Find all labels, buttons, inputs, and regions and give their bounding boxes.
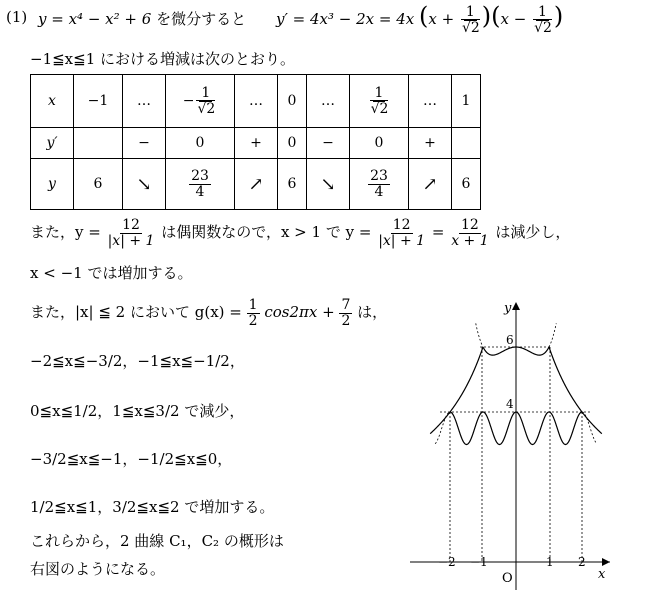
derivative-line (38, 8, 246, 29)
para1-prefix: また，y = (30, 223, 101, 242)
y-axis-label: y (504, 301, 512, 316)
para1-mid: は偶関数なので，x > 1 で y = (161, 223, 372, 242)
table-row-x (31, 75, 481, 128)
table-cell: − (123, 128, 166, 159)
row-label: y′ (31, 128, 74, 159)
table-cell: 0 (350, 128, 409, 159)
conclusion-line: これらから，2 曲線 C₁，C₂ の概形は (30, 532, 284, 550)
function-expression: y = x⁴ − x² + 6 (38, 10, 152, 28)
table-cell: 0 (278, 75, 307, 128)
table-cell-arrow: ↘ (307, 159, 350, 210)
table-row-y (31, 159, 481, 210)
interval-line: 0≦x≦1/2，1≦x≦3/2 で減少， (30, 402, 245, 420)
table-cell: 0 (166, 128, 235, 159)
para2-prefix: また，|x| ≦ 2 において g(x) = (30, 303, 242, 322)
table-cell: + (409, 128, 452, 159)
table-cell (452, 128, 481, 159)
even-function-paragraph (30, 218, 570, 248)
table-cell: + (235, 128, 278, 159)
problem-number: (1) (6, 8, 28, 26)
factor-right-fraction: $\frac{1}{√2}$ (534, 3, 552, 36)
para1-line2: x < −1 では増加する。 (30, 264, 193, 282)
factor-right: x − (500, 10, 527, 28)
conclusion-line: 右図のようになる。 (30, 560, 166, 578)
table-cell: 6 (452, 159, 481, 210)
table-cell-arrow: ↗ (235, 159, 278, 210)
y-axis-arrow (512, 302, 520, 310)
g-function-paragraph (30, 298, 387, 328)
derivative-expression: y′ = 4x³ − 2x = 4x (x + $\frac{1}{√2}$ )(x − $\frac{1}{√2}$ ) (276, 2, 564, 36)
interval-line: −2≦x≦−3/2，−1≦x≦−1/2， (30, 352, 245, 370)
para2-suffix: は， (357, 303, 388, 322)
table-intro: −1≦x≦1 における増減は次のとおり。 (30, 50, 296, 68)
table-cell: … (307, 75, 350, 128)
table-row-yprime (31, 128, 481, 159)
factor-left: x + (428, 10, 455, 28)
y-tick-label: 4 (506, 397, 514, 411)
fraction: $\frac{1}{2}$ (248, 297, 258, 329)
fraction: $\frac{12}{|x| + 1}$ (107, 217, 155, 249)
table-cell: $\frac{1}{√2}$ (350, 75, 409, 128)
table-cell: 1 (452, 75, 481, 128)
derivative-text: y′ = 4x³ − 2x = 4x (276, 10, 415, 28)
row-label: y (31, 159, 74, 210)
interval-line: −3/2≦x≦−1，−1/2≦x≦0， (30, 450, 233, 468)
x-axis-label: x (598, 567, 606, 582)
origin-label: O (502, 571, 513, 586)
table-cell-arrow: ↘ (123, 159, 166, 210)
x-tick-label: −2 (438, 555, 456, 569)
factor-left-fraction: $\frac{1}{√2}$ (461, 3, 480, 36)
table-cell: 6 (74, 159, 123, 210)
y-tick-label: 6 (506, 333, 514, 347)
table-cell: $\frac{23}{4}$ (166, 159, 235, 210)
table-cell (74, 128, 123, 159)
table-cell: −1 (74, 75, 123, 128)
para1-suffix: は減少し， (495, 223, 571, 242)
table-cell: 6 (278, 159, 307, 210)
table-cell: − (307, 128, 350, 159)
table-cell: … (235, 75, 278, 128)
equals-sign: = (431, 223, 445, 242)
differentiate-text: を微分すると (156, 10, 247, 28)
x-tick-label: −1 (470, 555, 488, 569)
fraction: $\frac{7}{2}$ (341, 297, 351, 329)
row-label: x (31, 75, 74, 128)
table-cell: 0 (278, 128, 307, 159)
x-tick-label: 2 (578, 555, 586, 569)
fraction: $\frac{12}{x + 1}$ (451, 217, 489, 249)
x-tick-label: 1 (546, 555, 554, 569)
table-cell: − $\frac{1}{√2}$ (166, 75, 235, 128)
table-cell-arrow: ↗ (409, 159, 452, 210)
table-cell: … (409, 75, 452, 128)
fraction: $\frac{12}{|x| + 1}$ (378, 217, 426, 249)
curve-graph (410, 300, 640, 590)
x-axis-arrow (602, 558, 610, 566)
table-cell: … (123, 75, 166, 128)
cos-term: cos2πx + (264, 303, 335, 322)
table-cell: $\frac{23}{4}$ (350, 159, 409, 210)
interval-line: 1/2≦x≦1，3/2≦x≦2 で増加する。 (30, 498, 275, 516)
increase-decrease-table (30, 74, 481, 210)
